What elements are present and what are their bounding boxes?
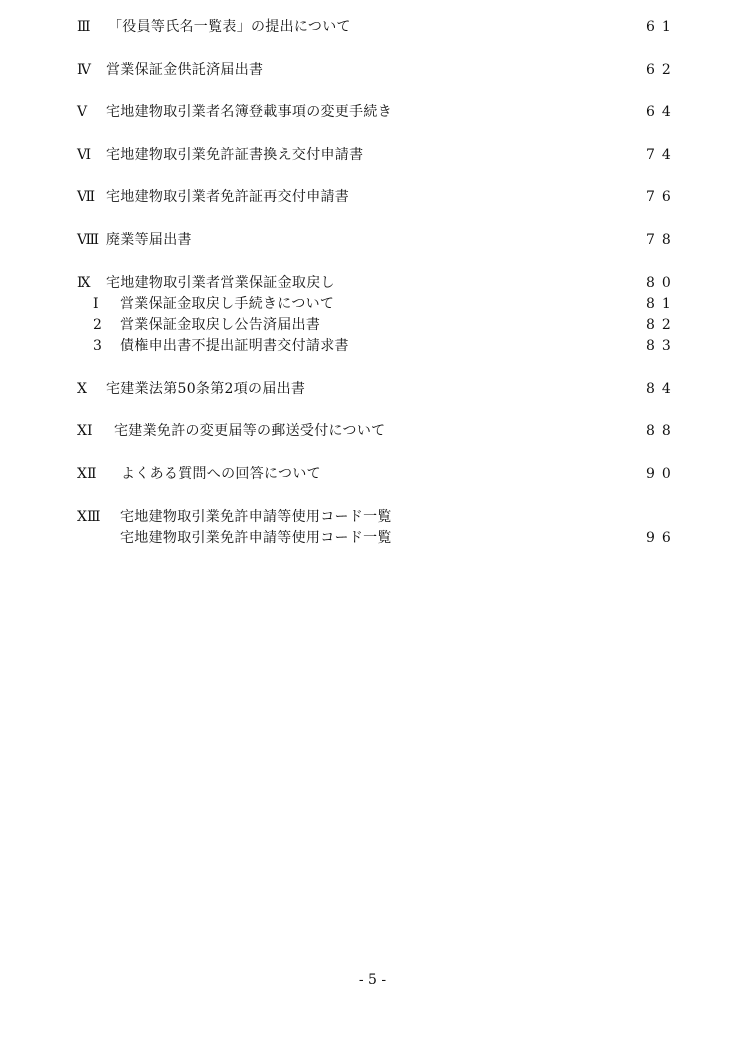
toc-entry-title: 宅建業免許の変更届等の郵送受付について — [114, 423, 386, 439]
toc-subentry — [0, 294, 745, 314]
toc-entry-number: Ⅳ — [77, 62, 91, 78]
toc-subentry — [0, 336, 745, 356]
toc-entry-title: 債権申出書不提出証明書交付請求書 — [120, 338, 349, 354]
toc-entry — [0, 17, 745, 37]
toc-entry-title: 宅地建物取引業免許証書換え交付申請書 — [106, 147, 364, 163]
toc-entry-title: 営業保証金取戻し手続きについて — [120, 296, 335, 312]
toc-entry-title: 営業保証金取戻し公告済届出書 — [120, 317, 321, 333]
toc-entry — [0, 60, 745, 80]
toc-entry-page: 80 — [646, 275, 678, 291]
toc-entry-title: 宅地建物取引業免許申請等使用コード一覧 — [120, 509, 392, 525]
toc-entry — [0, 187, 745, 207]
toc-entry-number: Ⅸ — [77, 275, 91, 291]
toc-entry-number: Ⅴ — [77, 104, 88, 120]
toc-subentry — [0, 528, 745, 548]
toc-subentry — [0, 315, 745, 335]
toc-entry-title: 「役員等氏名一覧表」の提出について — [108, 19, 351, 35]
toc-entry-page: 74 — [646, 147, 678, 163]
toc-entry-number: ⅩⅡ — [77, 466, 97, 482]
toc-entry-page: 78 — [646, 232, 678, 248]
toc-entry — [0, 102, 745, 122]
toc-entry-page: 96 — [646, 530, 678, 546]
toc-entry-page: 90 — [646, 466, 678, 482]
toc-entry-page: 64 — [646, 104, 678, 120]
toc-entry-number: Ⅵ — [77, 147, 92, 163]
toc-entry-page: 76 — [646, 189, 678, 205]
toc-entry-title: 宅地建物取引業免許申請等使用コード一覧 — [120, 530, 392, 546]
toc-entry-page: 88 — [646, 423, 678, 439]
toc-entry-title: 宅地建物取引業者営業保証金取戻し — [106, 275, 335, 291]
toc-entry-number: 3 — [93, 338, 102, 354]
toc-entry-page: 82 — [646, 317, 678, 333]
toc-entry-page: 83 — [646, 338, 678, 354]
toc-entry-page: 81 — [646, 296, 678, 312]
toc-entry — [0, 273, 745, 293]
toc-entry-page: 61 — [646, 19, 678, 35]
toc-entry — [0, 421, 745, 441]
toc-entry-number: Ⅲ — [77, 19, 91, 35]
page-footer — [0, 970, 745, 990]
toc-entry — [0, 230, 745, 250]
toc-entry — [0, 507, 745, 527]
toc-entry — [0, 464, 745, 484]
toc-entry-number: Ⅰ — [93, 296, 99, 312]
toc-entry-page: 84 — [646, 381, 678, 397]
toc-entry-title: 営業保証金供託済届出書 — [106, 62, 264, 78]
toc-entry-number: ⅩⅢ — [77, 509, 101, 525]
toc-entry-number: Ⅷ — [77, 232, 100, 248]
toc-entry-title: 廃業等届出書 — [106, 232, 192, 248]
toc-entry-title: よくある質問への回答について — [121, 466, 321, 482]
toc-entry-title: 宅地建物取引業者免許証再交付申請書 — [106, 189, 350, 205]
page-number: - 5 - — [358, 972, 387, 988]
toc-entry-title: 宅建業法第50条第2項の届出書 — [106, 381, 306, 397]
toc-entry-number: Ⅶ — [77, 189, 96, 205]
toc-entry-number: ⅩⅠ — [77, 423, 93, 439]
toc-entry-page: 62 — [646, 62, 678, 78]
toc-entry — [0, 145, 745, 165]
toc-entry-title: 宅地建物取引業者名簿登載事項の変更手続き — [106, 104, 392, 120]
toc-entry — [0, 379, 745, 399]
toc-entry-number: 2 — [93, 317, 102, 333]
toc-entry-number: Ⅹ — [77, 381, 87, 397]
